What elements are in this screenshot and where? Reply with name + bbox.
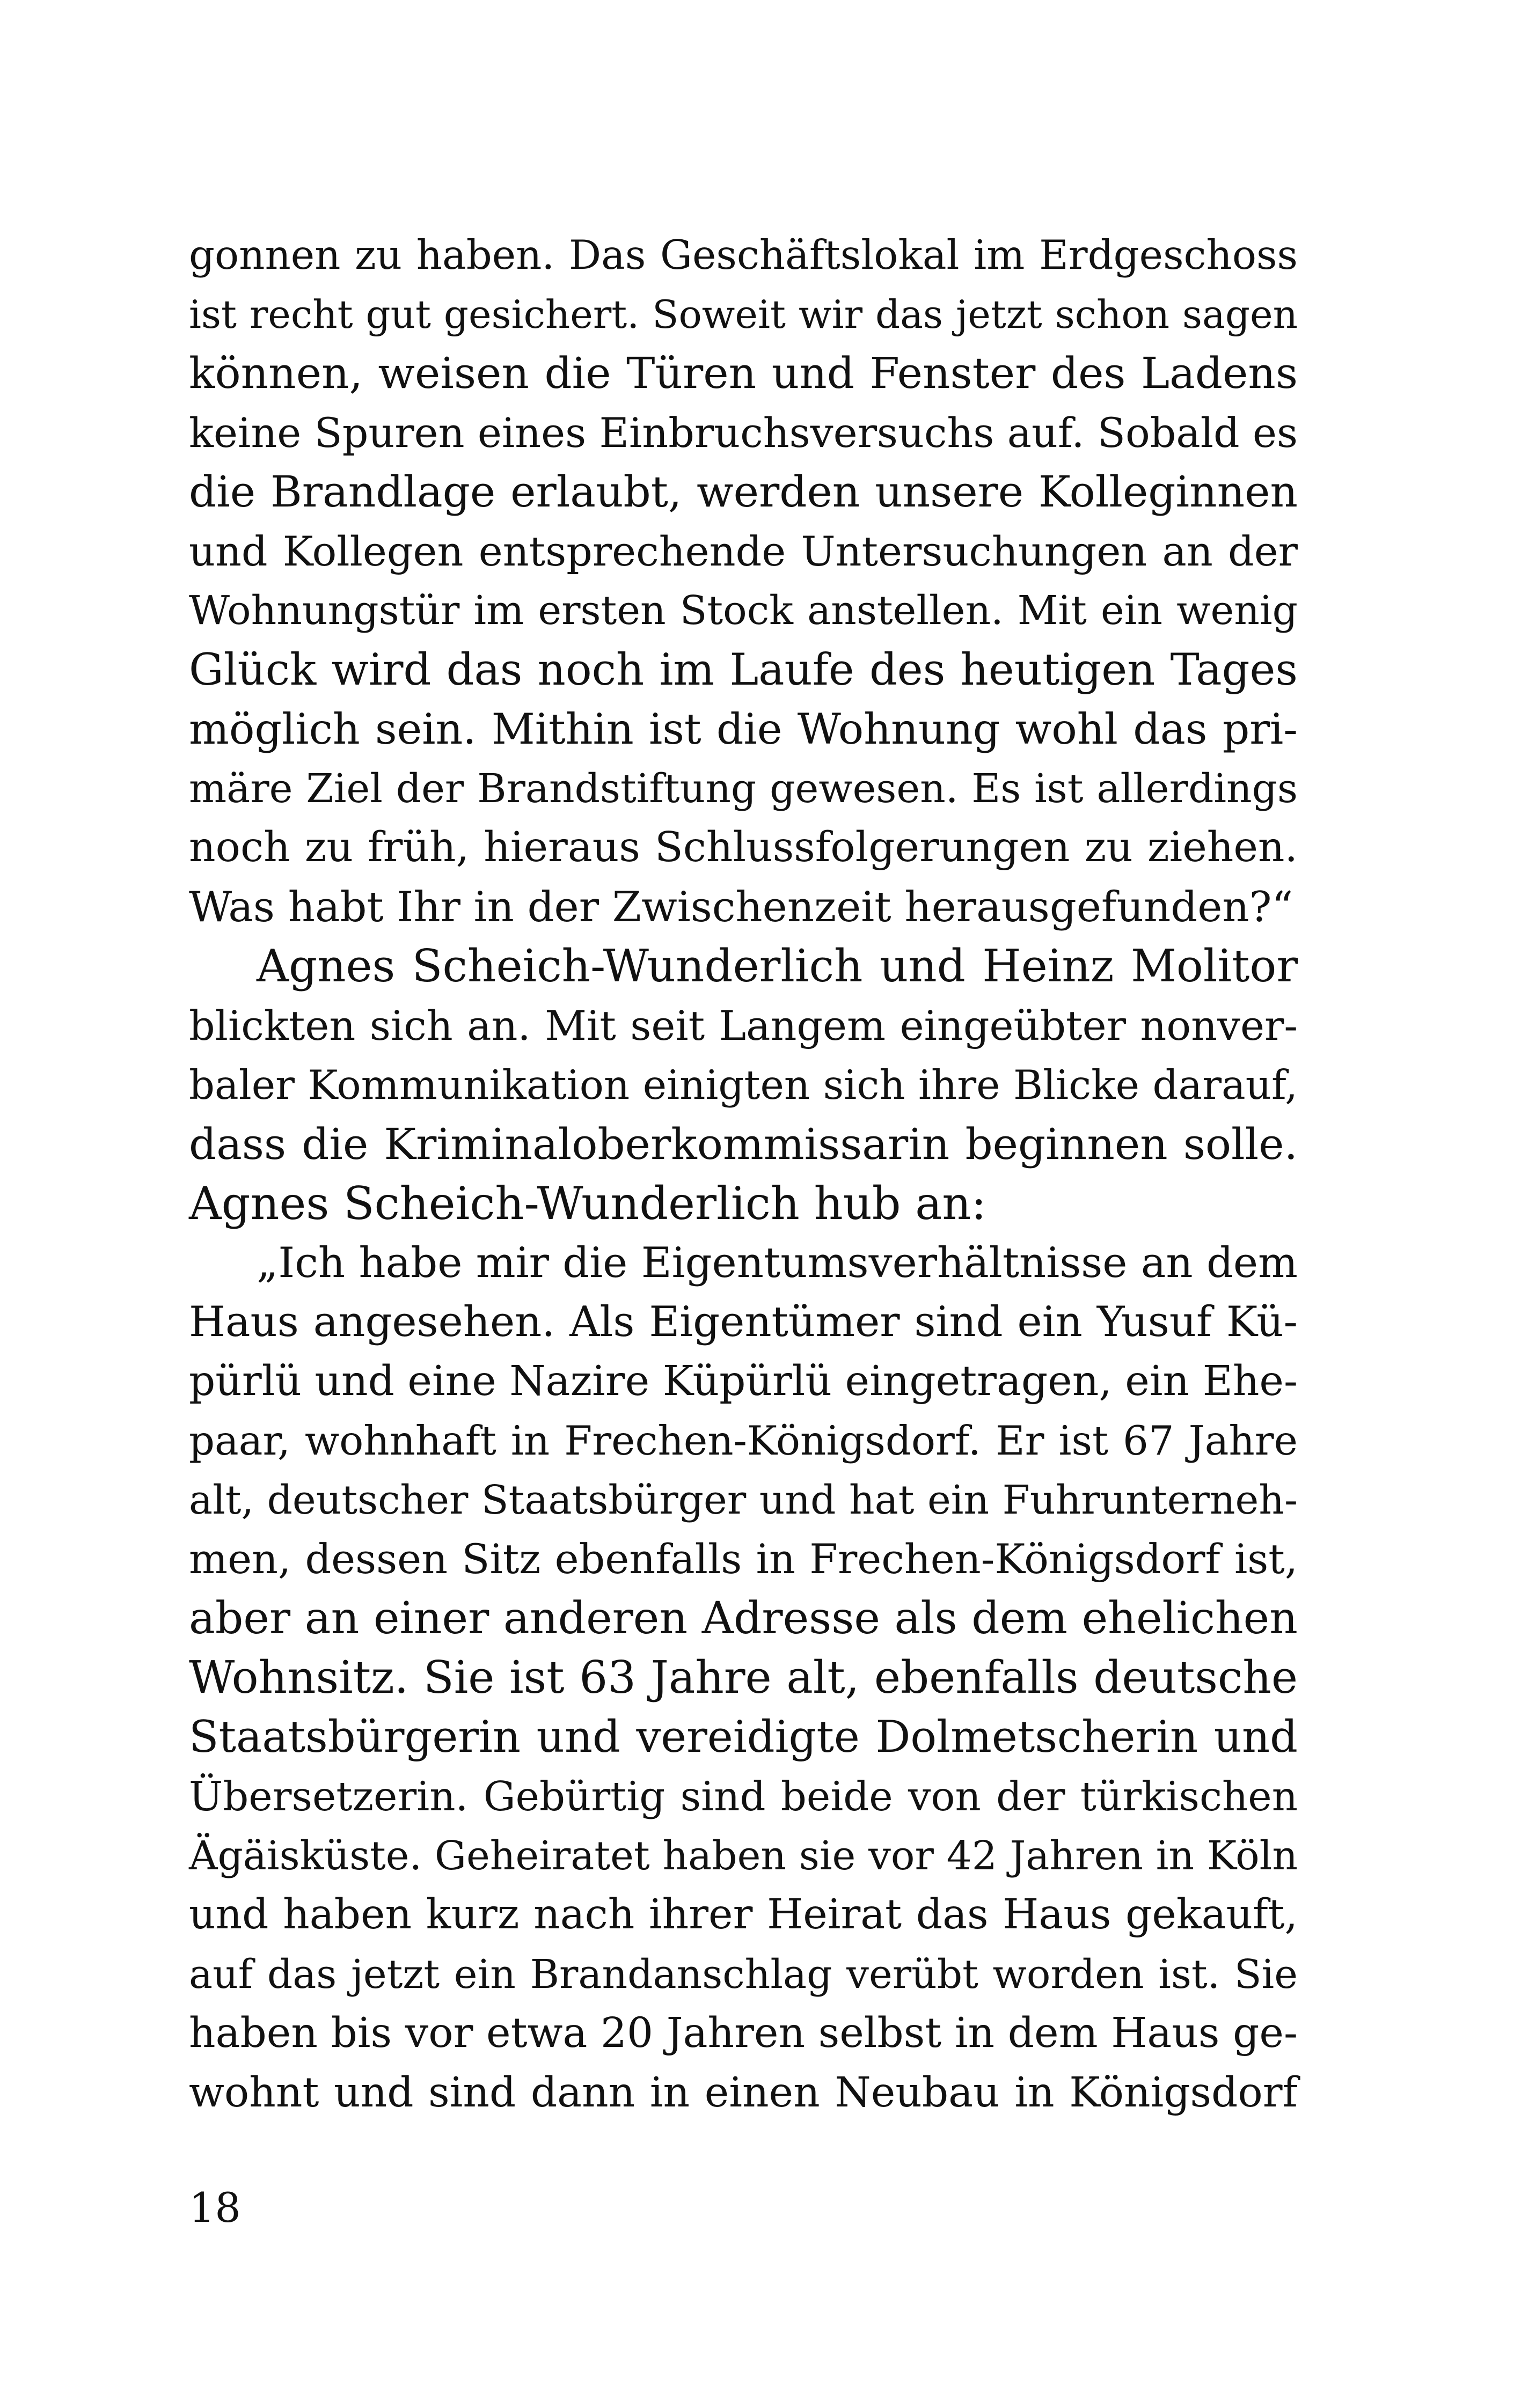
text-line: „Ich habe mir die Eigentumsverhältnisse an dem bbox=[257, 1238, 1298, 1287]
text-line: ist recht gut gesichert. Soweit wir das jetzt schon sagen bbox=[189, 291, 1298, 337]
text-line: Agnes Scheich-Wunderlich hub an: bbox=[189, 1177, 986, 1230]
text-line: baler Kommunikation einigten sich ihre Blicke darauf, bbox=[189, 1061, 1298, 1108]
text-line: Glück wird das noch im Laufe des heutigen Tages bbox=[189, 644, 1298, 695]
text-line: haben bis vor etwa 20 Jahren selbst in dem Haus ge- bbox=[189, 2009, 1298, 2057]
text-line: aber an einer anderen Adresse als dem ehelichen bbox=[189, 1592, 1298, 1644]
text-line: auf das jetzt ein Brandanschlag verübt worden ist. Sie bbox=[189, 1951, 1298, 1998]
text-line: noch zu früh, hieraus Schlussfolgerungen zu ziehen. bbox=[189, 824, 1298, 871]
text-line: keine Spuren eines Einbruchsversuchs auf. Sobald es bbox=[189, 408, 1298, 457]
text-line: möglich sein. Mithin ist die Wohnung wohl das pri- bbox=[189, 704, 1298, 754]
text-line: märe Ziel der Brandstiftung gewesen. Es ist allerdings bbox=[189, 765, 1298, 812]
body-text bbox=[189, 225, 1298, 2123]
text-line: men, dessen Sitz ebenfalls in Frechen-Königsdorf ist, bbox=[189, 1535, 1298, 1583]
text-line: Agnes Scheich-Wunderlich und Heinz Molitor bbox=[257, 940, 1298, 992]
text-line: die Brandlage erlaubt, werden unsere Kolleginnen bbox=[189, 467, 1298, 517]
text-line: können, weisen die Türen und Fenster des Ladens bbox=[189, 348, 1298, 398]
page-number: 18 bbox=[189, 2184, 241, 2231]
text-line: Ägäisküste. Geheiratet haben sie vor 42 Jahren in Köln bbox=[189, 1832, 1298, 1879]
text-line: Wohnsitz. Sie ist 63 Jahre alt, ebenfalls deutsche bbox=[189, 1651, 1298, 1704]
text-line: Staatsbürgerin und vereidigte Dolmetscherin und bbox=[189, 1712, 1298, 1763]
text-line: dass die Kriminaloberkommissarin beginnen solle. bbox=[189, 1119, 1298, 1169]
text-line: gonnen zu haben. Das Geschäftslokal im Erdgeschoss bbox=[189, 231, 1298, 278]
text-line: und Kollegen entsprechende Untersuchungen an der bbox=[189, 527, 1298, 575]
text-line: blickten sich an. Mit seit Langem eingeübter nonver- bbox=[189, 1001, 1298, 1049]
text-line: und haben kurz nach ihrer Heirat das Haus gekauft, bbox=[189, 1891, 1298, 1939]
text-line: wohnt und sind dann in einen Neubau in Königsdorf bbox=[189, 2068, 1298, 2117]
text-line: pürlü und eine Nazire Küpürlü eingetragen, ein Ehe- bbox=[189, 1357, 1298, 1405]
text-line: alt, deutscher Staatsbürger und hat ein Fuhrunterneh- bbox=[189, 1477, 1298, 1523]
text-line: Was habt Ihr in der Zwischenzeit herausgefunden?“ bbox=[189, 883, 1293, 931]
text-line: Haus angesehen. Als Eigentümer sind ein Yusuf Kü- bbox=[189, 1298, 1298, 1346]
text-line: Wohnungstür im ersten Stock anstellen. Mit ein wenig bbox=[189, 588, 1298, 634]
text-line: paar, wohnhaft in Frechen-Königsdorf. Er ist 67 Jahre bbox=[189, 1417, 1298, 1464]
text-line: Übersetzerin. Gebürtig sind beide von der türkischen bbox=[189, 1773, 1298, 1820]
